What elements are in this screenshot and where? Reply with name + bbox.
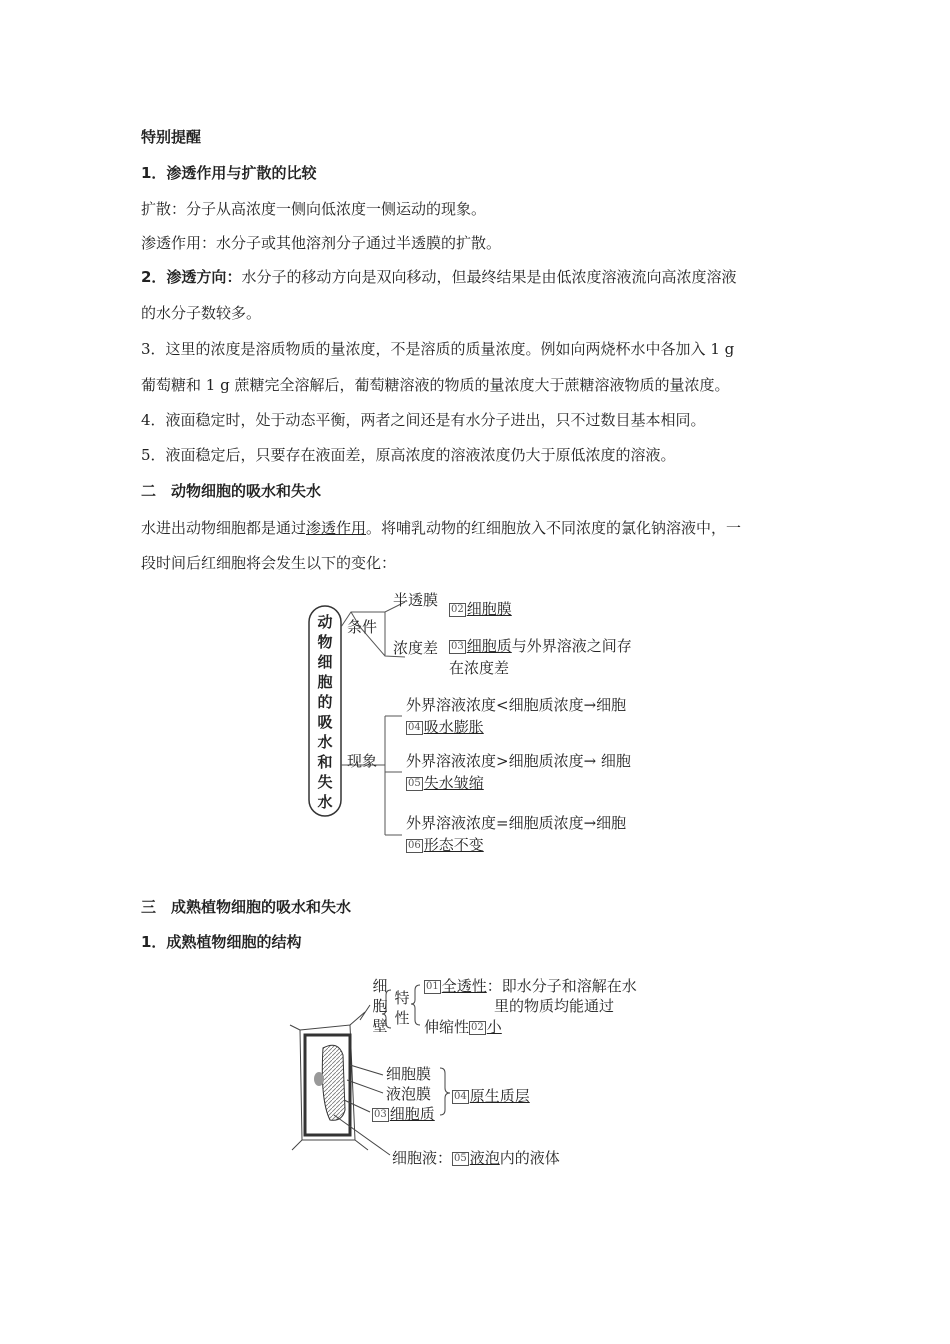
all-perm [424, 976, 637, 996]
conc-answer-line2: 在浓度差 [449, 659, 510, 677]
phen1: 外界溶液浓度<细胞质浓度→细胞 [406, 696, 627, 714]
answer-text: 细胞质 [389, 1105, 435, 1123]
s2-answer-osmosis: 渗透作用 [306, 519, 367, 537]
answer-text: 液泡 [469, 1149, 500, 1167]
s2-para-line2: 段时间后红细胞将会发生以下的变化： [141, 554, 397, 572]
answer-text: 细胞膜 [466, 600, 512, 618]
answer-text: 细胞质 [466, 637, 512, 655]
phen2: 外界溶液浓度>细胞质浓度→ 细胞 [406, 752, 631, 770]
blank-number: 03 [451, 641, 464, 652]
stretch [424, 1017, 502, 1037]
sap [392, 1148, 560, 1168]
blank-number: 04 [408, 722, 421, 733]
phen-label: 现象 [347, 752, 378, 770]
blank-number: 02 [471, 1022, 484, 1033]
semi-label: 半透膜 [393, 591, 439, 609]
blank-number: 02 [451, 604, 464, 615]
diffusion-def: 扩散：分子从高浓度一侧向低浓度一侧运动的现象。 [141, 200, 487, 218]
answer-text: 形态不变 [423, 836, 484, 854]
blank-number: 03 [374, 1109, 387, 1120]
item4: 4．液面稳定时，处于动态平衡，两者之间还是有水分子进出，只不过数目基本相同。 [141, 411, 706, 429]
item2-text: 水分子的移动方向是双向移动，但最终结果是由低浓度溶液流向高浓度溶液 [241, 268, 737, 286]
answer-text: 吸水膨胀 [423, 718, 484, 736]
blank-number: 06 [408, 840, 421, 851]
answer-text: 全透性 [441, 977, 487, 995]
item2-label: 2．渗透方向： [141, 268, 242, 286]
item5: 5．液面稳定后，只要存在液面差，原高浓度的溶液浓度仍大于原低浓度的溶液。 [141, 446, 676, 464]
item2-line2: 的水分子数较多。 [141, 304, 262, 322]
membrane-label: 细胞膜 [386, 1065, 432, 1083]
answer-text: 原生质层 [469, 1087, 530, 1105]
wall-label: 细胞壁 [372, 977, 388, 1035]
desc-text: ：即水分子和溶解在水 [486, 977, 637, 995]
animal-root-label: 动物细胞的吸水和失水 [317, 613, 333, 811]
item3-line2: 葡萄糖和 1 g 蔗糖完全溶解后，葡萄糖溶液的物质的量浓度大于蔗糖溶液物质的量浓度。 [141, 376, 730, 394]
sap-label: 细胞液： [392, 1149, 453, 1167]
stretch-label: 伸缩性 [424, 1018, 470, 1036]
blank-number: 01 [426, 981, 439, 992]
cytoplasm [372, 1104, 435, 1124]
answer-text: 小 [486, 1018, 502, 1036]
protoplast [452, 1086, 530, 1106]
blank-number: 05 [408, 778, 421, 789]
section2-title: 二 动物细胞的吸水和失水 [141, 482, 322, 500]
cond-label: 条件 [347, 618, 378, 636]
s2-text-b: 。将哺乳动物的红细胞放入不同浓度的氯化钠溶液中，一 [366, 519, 742, 537]
section3-title: 三 成熟植物细胞的吸水和失水 [141, 898, 352, 916]
tip-heading: 特别提醒 [141, 128, 202, 146]
item1-title: 1．渗透作用与扩散的比较 [141, 164, 317, 182]
sap-rest: 内的液体 [499, 1149, 560, 1167]
all-perm-desc2: 里的物质均能通过 [494, 997, 615, 1015]
blank-number: 04 [454, 1091, 467, 1102]
conc-diff-label: 浓度差 [393, 639, 439, 657]
vac-mem-label: 液泡膜 [386, 1085, 432, 1103]
blank-number: 05 [454, 1153, 467, 1164]
s2-text-a: 水进出动物细胞都是通过 [141, 519, 307, 537]
s3-item1: 1．成熟植物细胞的结构 [141, 933, 302, 951]
item3-line1: 3．这里的浓度是溶质物质的量浓度，不是溶质的质量浓度。例如向两烧杯水中各加入 1 g [141, 340, 735, 358]
prop-label: 特性 [394, 989, 410, 1027]
phen3: 外界溶液浓度=细胞质浓度→细胞 [406, 814, 627, 832]
answer-rest: 与外界溶液之间存 [511, 637, 632, 655]
answer-text: 失水皱缩 [423, 774, 484, 792]
osmosis-def: 渗透作用：水分子或其他溶剂分子通过半透膜的扩散。 [141, 234, 502, 252]
